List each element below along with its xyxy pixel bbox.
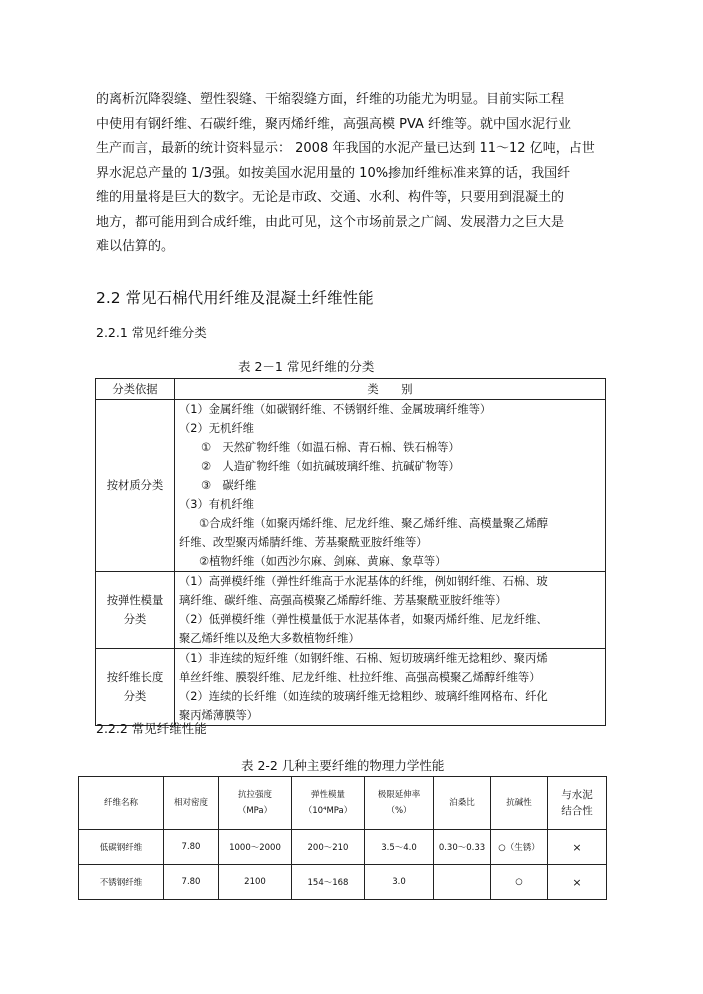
table-row [96,400,606,572]
section-2-2-1-heading: 2.2.1 常见纤维分类 [96,325,207,340]
cell-tensile: 1000～2000 [219,830,292,865]
header-line: （10⁴MPa） [303,806,353,816]
table-header-row [96,379,606,400]
header-line: 弹性模量 [310,790,345,800]
header-category: 类 别 [175,379,606,400]
cell-elongation: 3.0 [365,865,434,900]
content-line: 聚丙烯薄膜等） [179,709,259,722]
cell-name: 低碳钢纤维 [79,830,164,865]
cell-elongation: 3.5～4.0 [365,830,434,865]
table-row [96,572,606,649]
paragraph-line: 界水泥总产量的 1/3强。如按美国水泥用量的 10%掺加纤维标准来算的话，我国纤 [96,165,571,181]
header-modulus [292,777,365,830]
header-tensile [219,777,292,830]
cell-modulus: 200～210 [292,830,365,865]
section-2-2-heading: 2.2 常见石棉代用纤维及混凝土纤维性能 [96,289,374,307]
paragraph-line: 地方，都可能用到合成纤维，由此可见，这个市场前景之广阔、发展潜力之巨大是 [96,214,565,230]
row-content [175,572,606,649]
header-line: （MPa） [237,806,273,816]
fiber-classification-table [95,378,606,726]
paragraph-line: 难以估算的。 [96,239,175,254]
paragraph-line: 生产而言，最新的统计资料显示： 2008 年我国的水泥产量已达到 11～12 亿吨，占世 [96,141,595,156]
content-line: （2）低弹模纤维（弹性模量低于水泥基体者，如聚丙烯纤维、尼龙纤维、 [179,613,548,626]
header-elongation [365,777,434,830]
header-bond [548,777,607,830]
content-line: ② 人造矿物纤维（如抗碱玻璃纤维、抗碱矿物等） [201,460,460,473]
cell-name: 不锈钢纤维 [79,865,164,900]
table-row [79,865,607,900]
cell-corrosion: ○ [491,865,548,900]
content-line: 璃纤维、碳纤维、高强高模聚乙烯醇纤维、芳基聚酰亚胺纤维等） [179,594,507,607]
header-density: 相对密度 [164,777,219,830]
cell-modulus: 154～168 [292,865,365,900]
content-line: ① 天然矿物纤维（如温石棉、青石棉、铁石棉等） [201,441,460,454]
content-line: （2）无机纤维 [179,422,254,435]
table-header-row [79,777,607,830]
cell-aspect [434,865,491,900]
header-line: 抗拉强度 [237,790,272,800]
header-line: （%） [386,806,412,816]
paragraph-line: 中使用有钢纤维、石碳纤维，聚丙烯纤维，高强高模 PVA 纤维等。就中国水泥行业 [96,116,572,132]
cell-aspect: 0.30～0.33 [434,830,491,865]
table1-caption: 表 2－1 常见纤维的分类 [238,359,375,374]
cell-density: 7.80 [164,830,219,865]
content-line: 单丝纤维、膜裂纤维、尼龙纤维、杜拉纤维、高强高模聚乙烯醇纤维等） [179,671,541,684]
header-line: 与水泥 [561,789,593,801]
content-line: ③ 碳纤维 [201,479,257,492]
content-line: （2）连续的长纤维（如连续的玻璃纤维无捻粗纱、玻璃纤维网格布、纤化 [179,690,548,703]
cell-density: 7.80 [164,865,219,900]
content-line: 纤维、改型聚丙烯腈纤维、芳基聚酰亚胺纤维等） [179,536,428,549]
table-row [96,649,606,726]
row-label [96,649,175,726]
header-aspect: 泊桑比 [434,777,491,830]
row-content [175,649,606,726]
cell-corrosion: ○（生锈） [491,830,548,865]
row-label-line: 分类 [123,613,147,626]
content-line: （3）有机纤维 [179,498,254,511]
row-label [96,572,175,649]
header-name: 纤维名称 [79,777,164,830]
content-line: 聚乙烯纤维以及绝大多数植物纤维） [179,632,360,645]
header-line: 结合性 [561,805,593,817]
row-label: 按材质分类 [96,400,175,572]
content-line: ②植物纤维（如西沙尔麻、剑麻、黄麻、象草等） [199,555,447,568]
cell-bond: × [548,830,607,865]
cell-tensile: 2100 [219,865,292,900]
table2-caption: 表 2-2 几种主要纤维的物理力学性能 [241,758,445,773]
content-line: （1）金属纤维（如碳钢纤维、不锈钢纤维、金属玻璃纤维等） [179,403,492,416]
content-line: （1）非连续的短纤维（如钢纤维、石棉、短切玻璃纤维无捻粗纱、聚丙烯 [179,652,548,665]
fiber-properties-table [78,776,607,900]
header-basis: 分类依据 [96,379,175,400]
intro-paragraph [96,88,616,260]
header-line: 极限延伸率 [377,790,421,800]
content-line: （1）高弹模纤维（弹性纤维高于水泥基体的纤维，例如钢纤维、石棉、玻 [179,575,548,588]
row-label-line: 分类 [123,690,147,703]
content-line: ①合成纤维（如聚丙烯纤维、尼龙纤维、聚乙烯纤维、高模量聚乙烯醇 [199,517,549,530]
section-2-2-2-heading: 2.2.2 常见纤维性能 [96,721,207,736]
table-row [79,830,607,865]
row-label-line: 按纤维长度 [106,671,164,684]
row-content [175,400,606,572]
paragraph-line: 维的用量将是巨大的数字。无论是市政、交通、水利、构件等，只要用到混凝土的 [96,190,565,205]
header-corrosion: 抗碱性 [491,777,548,830]
paragraph-line: 的离析沉降裂缝、塑性裂缝、干缩裂缝方面，纤维的功能尤为明显。目前实际工程 [96,92,565,107]
row-label-line: 按弹性模量 [106,594,164,607]
cell-bond: × [548,865,607,900]
